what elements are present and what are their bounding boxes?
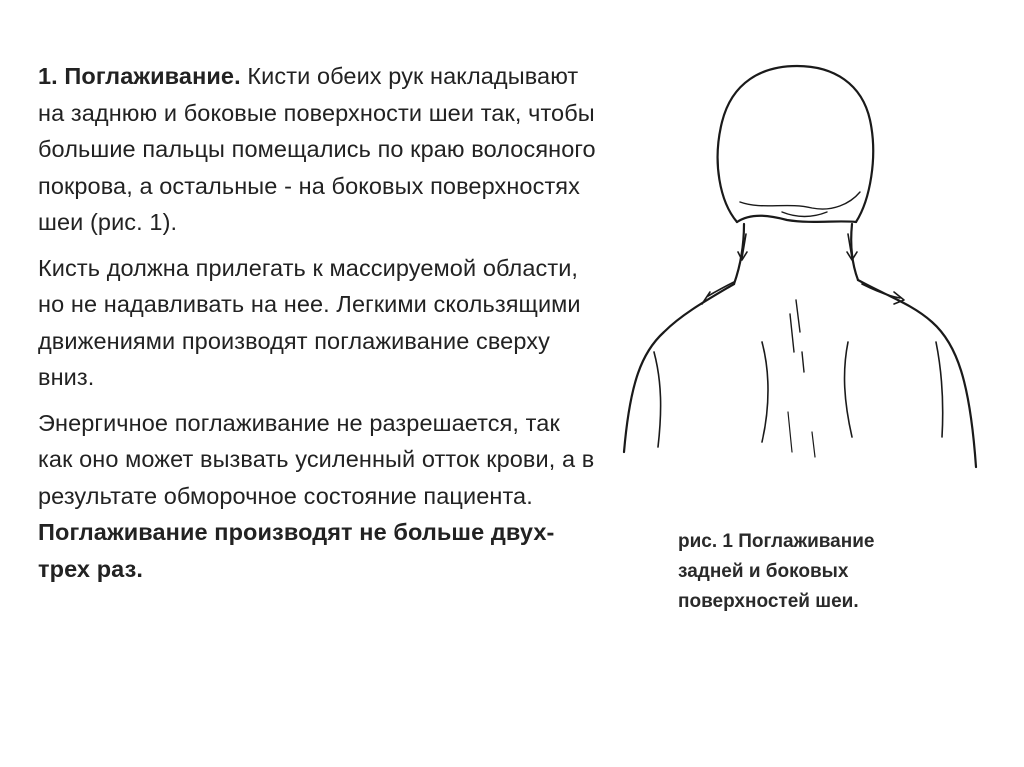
figure-caption: рис. 1 Поглаживание задней и боковых поверхностей шеи. <box>678 531 875 612</box>
paragraph-1-text: Кисти обеих рук накладывают на заднюю и боковые поверхности шеи так, чтобы большие пальцы помещались по краю волосяного покрова, а остальные - на боковых поверхностях шеи (рис. 1). <box>38 63 596 235</box>
paragraph-3-bold-note: Поглаживание производят не больше двух-трех раз. <box>38 519 555 582</box>
main-text <box>38 58 598 596</box>
figure-illustration <box>612 52 984 472</box>
head-neck-back-icon <box>612 52 984 472</box>
paragraph-3 <box>38 405 598 588</box>
paragraph-2: Кисть должна прилегать к массируемой области, но не надавливать на нее. Легкими скользящими движениями производят поглаживание сверху вниз. <box>38 254 581 390</box>
paragraph-stroking-intro <box>38 58 598 241</box>
paragraph-3-text: Энергичное поглаживание не разрешается, так как оно может вызвать усиленный отток крови, а в результате обморочное состояние пациента. <box>38 409 595 509</box>
section-heading: 1. Поглаживание. <box>38 63 241 89</box>
